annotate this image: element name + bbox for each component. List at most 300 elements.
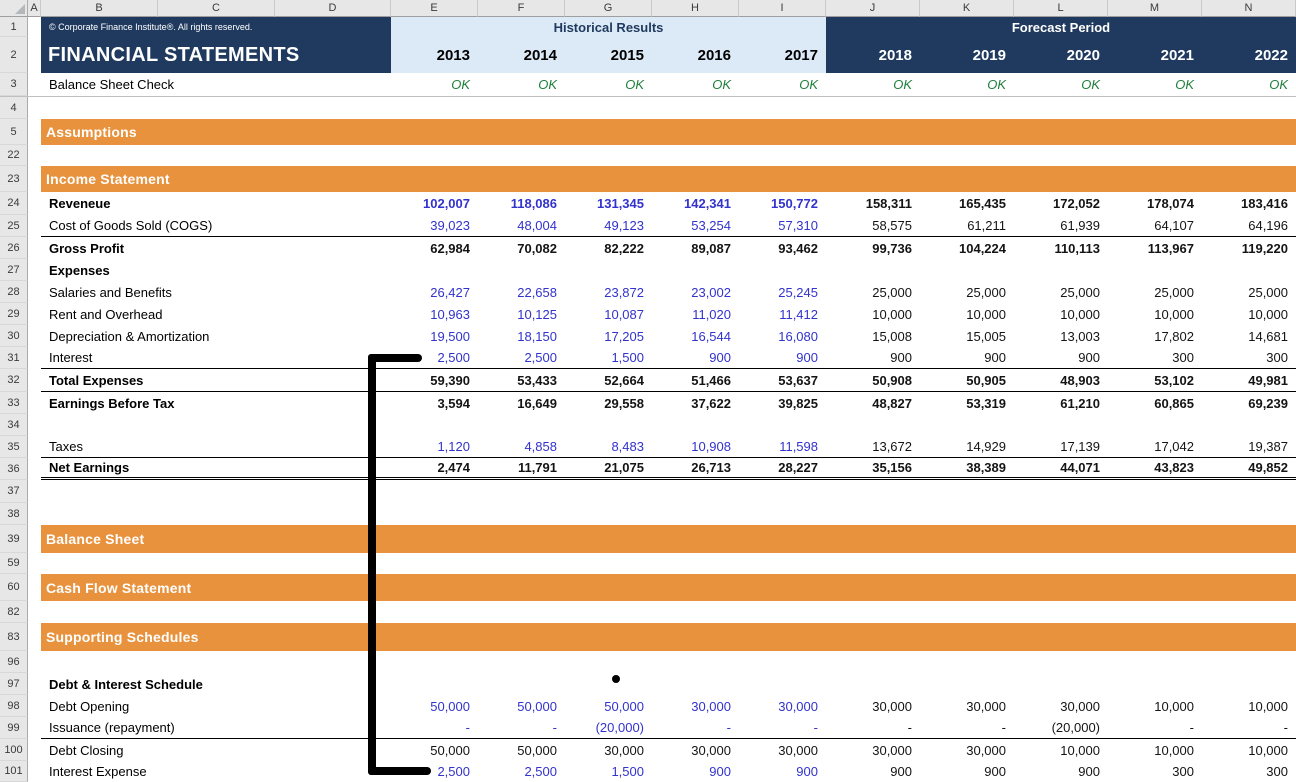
- cell-J3[interactable]: OK: [893, 77, 912, 92]
- row-header-28[interactable]: 28: [0, 281, 28, 303]
- cell-M2[interactable]: 2021: [1160, 46, 1194, 64]
- cell-A28[interactable]: [28, 281, 41, 303]
- cell-A38[interactable]: [28, 503, 41, 525]
- row-body: [41, 237, 1296, 259]
- sheet-row-83: [0, 623, 1296, 651]
- cell-F31[interactable]: 2,500: [524, 350, 557, 365]
- cell-F98[interactable]: 50,000: [517, 698, 557, 714]
- cell-F26[interactable]: 70,082: [517, 240, 557, 256]
- row-header-97[interactable]: 97: [0, 673, 28, 695]
- cell-N100[interactable]: 10,000: [1248, 742, 1288, 758]
- row-body: [41, 717, 1296, 739]
- cell-F30[interactable]: 18,150: [517, 328, 557, 344]
- cell-A59[interactable]: [28, 553, 41, 574]
- column-header-K[interactable]: K: [920, 0, 1014, 17]
- cell-A34[interactable]: [28, 414, 41, 436]
- cell-M32[interactable]: 53,102: [1154, 372, 1194, 388]
- row-header-29[interactable]: 29: [0, 303, 28, 325]
- row-header-35[interactable]: 35: [0, 436, 28, 458]
- cell-I99[interactable]: -: [813, 720, 818, 735]
- cell-N35[interactable]: 19,387: [1248, 439, 1288, 454]
- cell-K33[interactable]: 53,319: [966, 395, 1006, 411]
- cell-L36[interactable]: 44,071: [1060, 460, 1100, 475]
- cell-K25[interactable]: 61,211: [967, 218, 1006, 233]
- cell-A30[interactable]: [28, 325, 41, 347]
- sheet-row-32: [0, 369, 1296, 392]
- column-header-L[interactable]: L: [1014, 0, 1108, 17]
- row-header-3[interactable]: 3: [0, 73, 28, 96]
- cell-J28[interactable]: 25,000: [872, 284, 912, 300]
- cell-K29[interactable]: 10,000: [966, 306, 1006, 322]
- cell-A23[interactable]: [28, 166, 41, 192]
- cell-A33[interactable]: [28, 392, 41, 414]
- cell-M35[interactable]: 17,042: [1154, 439, 1194, 454]
- cell-I24[interactable]: 150,772: [771, 196, 818, 211]
- cell-K35[interactable]: 14,929: [966, 439, 1006, 454]
- section-band-assumptions[interactable]: Assumptions: [41, 119, 1296, 145]
- row-header-59[interactable]: 59: [0, 553, 28, 574]
- cell-G28[interactable]: 23,872: [604, 284, 644, 300]
- cell-E101[interactable]: 2,500: [437, 764, 470, 779]
- cell-E3[interactable]: OK: [451, 77, 470, 92]
- cell-E31[interactable]: 2,500: [437, 350, 470, 365]
- cell-M31[interactable]: 300: [1172, 350, 1194, 365]
- cell-E35[interactable]: 1,120: [437, 439, 470, 454]
- cell-L2[interactable]: 2020: [1066, 46, 1100, 64]
- cell-B30[interactable]: Depreciation & Amortization: [49, 328, 210, 344]
- row-header-25[interactable]: 25: [0, 215, 28, 237]
- cell-N28[interactable]: 25,000: [1248, 284, 1288, 300]
- cell-E33[interactable]: 3,594: [437, 395, 470, 411]
- cell-H30[interactable]: 16,544: [691, 328, 731, 344]
- cell-A82[interactable]: [28, 601, 41, 623]
- cell-H31[interactable]: 900: [709, 350, 731, 365]
- cell-B25[interactable]: Cost of Goods Sold (COGS): [49, 218, 213, 233]
- sheet-row-23: [0, 166, 1296, 192]
- cell-A97[interactable]: [28, 673, 41, 695]
- row-header-30[interactable]: 30: [0, 325, 28, 347]
- cell-A99[interactable]: [28, 717, 41, 739]
- cell-A25[interactable]: [28, 215, 41, 237]
- cell-J101[interactable]: 900: [890, 764, 912, 779]
- column-header-A[interactable]: A: [28, 0, 41, 17]
- cell-K36[interactable]: 38,389: [966, 460, 1006, 475]
- cell-A32[interactable]: [28, 369, 41, 392]
- cell-J30[interactable]: 15,008: [872, 328, 912, 344]
- row-header-22[interactable]: 22: [0, 145, 28, 166]
- cell-M24[interactable]: 178,074: [1147, 196, 1194, 211]
- cell-A35[interactable]: [28, 436, 41, 458]
- cell-A3[interactable]: [28, 73, 41, 96]
- cell-H33[interactable]: 37,622: [691, 395, 731, 411]
- cell-K28[interactable]: 25,000: [966, 284, 1006, 300]
- section-band-supporting-schedules[interactable]: Supporting Schedules: [41, 623, 1296, 651]
- cell-J33[interactable]: 48,827: [872, 395, 912, 411]
- cell-F33[interactable]: 16,649: [517, 395, 557, 411]
- cell-J31[interactable]: 900: [890, 350, 912, 365]
- column-header-M[interactable]: M: [1108, 0, 1202, 17]
- cell-E98[interactable]: 50,000: [430, 698, 470, 714]
- cell-F28[interactable]: 22,658: [517, 284, 557, 300]
- cell-I36[interactable]: 28,227: [778, 460, 818, 475]
- section-band-cash-flow-statement[interactable]: Cash Flow Statement: [41, 574, 1296, 601]
- row-header-23[interactable]: 23: [0, 166, 28, 192]
- cell-I98[interactable]: 30,000: [778, 698, 818, 714]
- cell-G36[interactable]: 21,075: [604, 460, 644, 475]
- cell-G32[interactable]: 52,664: [604, 372, 644, 388]
- cell-A29[interactable]: [28, 303, 41, 325]
- cell-A96[interactable]: [28, 651, 41, 673]
- cell-G26[interactable]: 82,222: [604, 240, 644, 256]
- cell-K98[interactable]: 30,000: [966, 698, 1006, 714]
- cell-N31[interactable]: 300: [1266, 350, 1288, 365]
- cell-L29[interactable]: 10,000: [1060, 306, 1100, 322]
- cell-L99[interactable]: (20,000): [1051, 720, 1100, 735]
- cell-A37[interactable]: [28, 480, 41, 503]
- cell-H3[interactable]: OK: [712, 77, 731, 92]
- row-body: [41, 739, 1296, 761]
- cell-B28[interactable]: Salaries and Benefits: [49, 284, 172, 300]
- cell-N30[interactable]: 14,681: [1248, 328, 1288, 344]
- cell-M98[interactable]: 10,000: [1154, 698, 1194, 714]
- column-header-J[interactable]: J: [826, 0, 920, 17]
- cell-I33[interactable]: 39,825: [778, 395, 818, 411]
- cell-E25[interactable]: 39,023: [430, 218, 470, 233]
- cell-H28[interactable]: 23,002: [691, 284, 731, 300]
- row-header-34[interactable]: 34: [0, 414, 28, 436]
- cell-B27[interactable]: Expenses: [49, 262, 110, 278]
- cell-F29[interactable]: 10,125: [517, 306, 557, 322]
- cell-J2[interactable]: 2018: [878, 46, 912, 64]
- forecast-years: [826, 37, 1296, 73]
- drawn-dot[interactable]: [612, 675, 620, 683]
- cell-M26[interactable]: 113,967: [1147, 240, 1194, 256]
- cell-A101[interactable]: [28, 761, 41, 782]
- interest-link-line-bottom-arm[interactable]: [368, 767, 431, 775]
- cell-M3[interactable]: OK: [1175, 77, 1194, 92]
- row-header-2[interactable]: 2: [0, 37, 28, 73]
- cell-B32[interactable]: Total Expenses: [49, 372, 144, 388]
- cell-B31[interactable]: Interest: [49, 350, 93, 365]
- cell-E32[interactable]: 59,390: [430, 372, 470, 388]
- sheet-row-98: [0, 695, 1296, 717]
- cell-F36[interactable]: 11,791: [517, 460, 557, 475]
- cell-J36[interactable]: 35,156: [872, 460, 912, 475]
- cell-A26[interactable]: [28, 237, 41, 259]
- cell-J26[interactable]: 99,736: [872, 240, 912, 256]
- interest-link-line-top-arm[interactable]: [368, 354, 422, 362]
- column-header-H[interactable]: H: [652, 0, 739, 17]
- cell-G31[interactable]: 1,500: [611, 350, 644, 365]
- cell-B24[interactable]: Reveneue: [49, 196, 111, 211]
- interest-link-line-vertical[interactable]: [368, 354, 376, 775]
- cell-L100[interactable]: 10,000: [1060, 742, 1100, 758]
- cell-J25[interactable]: 58,575: [872, 218, 912, 233]
- cell-I3[interactable]: OK: [799, 77, 818, 92]
- cell-K2[interactable]: 2019: [972, 46, 1006, 64]
- cell-A5[interactable]: [28, 119, 41, 145]
- cell-H32[interactable]: 51,466: [691, 372, 731, 388]
- row-header-96[interactable]: 96: [0, 651, 28, 673]
- cell-K30[interactable]: 15,005: [966, 328, 1006, 344]
- cell-B26[interactable]: Gross Profit: [49, 240, 125, 256]
- cell-E30[interactable]: 19,500: [430, 328, 470, 344]
- row-header-31[interactable]: 31: [0, 347, 28, 369]
- cell-H98[interactable]: 30,000: [691, 698, 731, 714]
- row-header-39[interactable]: 39: [0, 525, 28, 553]
- cell-E99[interactable]: -: [465, 720, 470, 735]
- row-body: [41, 347, 1296, 369]
- row-header-32[interactable]: 32: [0, 369, 28, 392]
- row-header-101[interactable]: 101: [0, 761, 28, 782]
- cell-N101[interactable]: 300: [1266, 764, 1288, 779]
- cell-M29[interactable]: 10,000: [1154, 306, 1194, 322]
- cell-B33[interactable]: Earnings Before Tax: [49, 395, 175, 411]
- cell-B1-copyright[interactable]: © Corporate Finance Institute®. All rights reserved.: [41, 17, 391, 37]
- row-header-100[interactable]: 100: [0, 739, 28, 761]
- cell-K101[interactable]: 900: [984, 764, 1006, 779]
- row-body: [41, 325, 1296, 347]
- cell-L28[interactable]: 25,000: [1060, 284, 1100, 300]
- cell-G24[interactable]: 131,345: [597, 196, 644, 211]
- row-body: [41, 574, 1296, 601]
- cell-L24[interactable]: 172,052: [1053, 196, 1100, 211]
- sheet-row-60: [0, 574, 1296, 601]
- column-header-F[interactable]: F: [478, 0, 565, 17]
- row-header-37[interactable]: 37: [0, 480, 28, 503]
- cell-J24[interactable]: 158,311: [865, 196, 912, 211]
- cell-I100[interactable]: 30,000: [778, 742, 818, 758]
- cell-A22[interactable]: [28, 145, 41, 166]
- column-header-E[interactable]: E: [391, 0, 478, 17]
- row-header-38[interactable]: 38: [0, 503, 28, 525]
- cell-L98[interactable]: 30,000: [1060, 698, 1100, 714]
- cell-I2[interactable]: 2017: [784, 46, 818, 64]
- cell-E2[interactable]: 2013: [436, 46, 470, 64]
- cell-K100[interactable]: 30,000: [966, 742, 1006, 758]
- row-header-98[interactable]: 98: [0, 695, 28, 717]
- section-band-income-statement[interactable]: Income Statement: [41, 166, 1296, 192]
- row-body: [41, 623, 1296, 651]
- cell-B3[interactable]: Balance Sheet Check: [49, 77, 175, 92]
- cell-G100[interactable]: 30,000: [604, 742, 644, 758]
- cell-I32[interactable]: 53,637: [778, 372, 818, 388]
- cell-G98[interactable]: 50,000: [604, 698, 644, 714]
- column-header-N[interactable]: N: [1202, 0, 1296, 17]
- cell-A1[interactable]: [28, 17, 41, 37]
- cell-F100[interactable]: 50,000: [517, 742, 557, 758]
- cell-A2[interactable]: [28, 37, 41, 73]
- cell-B100[interactable]: Debt Closing: [49, 742, 124, 758]
- sheet-row-36: [0, 458, 1296, 480]
- column-header-C[interactable]: C: [158, 0, 275, 17]
- cell-H26[interactable]: 89,087: [691, 240, 731, 256]
- cell-G30[interactable]: 17,205: [604, 328, 644, 344]
- row-header-5[interactable]: 5: [0, 119, 28, 145]
- select-all-corner[interactable]: [0, 0, 28, 17]
- cell-N26[interactable]: 119,220: [1241, 240, 1288, 256]
- cell-L3[interactable]: OK: [1081, 77, 1100, 92]
- row-header-99[interactable]: 99: [0, 717, 28, 739]
- cell-G3[interactable]: OK: [625, 77, 644, 92]
- row-header-4[interactable]: 4: [0, 97, 28, 119]
- cell-G2[interactable]: 2015: [610, 46, 644, 64]
- cell-J32[interactable]: 50,908: [872, 372, 912, 388]
- cell-A39[interactable]: [28, 525, 41, 553]
- cell-A31[interactable]: [28, 347, 41, 369]
- cell-H36[interactable]: 26,713: [691, 460, 731, 475]
- cell-I29[interactable]: 11,412: [779, 306, 818, 322]
- cell-B36[interactable]: Net Earnings: [49, 460, 130, 475]
- cell-K3[interactable]: OK: [987, 77, 1006, 92]
- cell-G29[interactable]: 10,087: [604, 306, 644, 322]
- cell-E36[interactable]: 2,474: [437, 460, 470, 475]
- cell-H99[interactable]: -: [726, 720, 731, 735]
- cell-A27[interactable]: [28, 259, 41, 281]
- row-header-82[interactable]: 82: [0, 601, 28, 623]
- cell-F99[interactable]: -: [552, 720, 557, 735]
- cell-M28[interactable]: 25,000: [1154, 284, 1194, 300]
- row-header-33[interactable]: 33: [0, 392, 28, 414]
- cell-B99[interactable]: Issuance (repayment): [49, 720, 175, 735]
- cell-K24[interactable]: 165,435: [959, 196, 1006, 211]
- cell-L31[interactable]: 900: [1078, 350, 1100, 365]
- column-header-D[interactable]: D: [275, 0, 391, 17]
- section-band-balance-sheet[interactable]: Balance Sheet: [41, 525, 1296, 553]
- cell-A83[interactable]: [28, 623, 41, 651]
- cell-K26[interactable]: 104,224: [959, 240, 1006, 256]
- workbook-title[interactable]: FINANCIAL STATEMENTS: [41, 37, 391, 73]
- row-header-26[interactable]: 26: [0, 237, 28, 259]
- cell-N29[interactable]: 10,000: [1248, 306, 1288, 322]
- cell-E29[interactable]: 10,963: [430, 306, 470, 322]
- cell-J35[interactable]: 13,672: [872, 439, 912, 454]
- cell-M33[interactable]: 60,865: [1154, 395, 1194, 411]
- cell-N33[interactable]: 69,239: [1248, 395, 1288, 411]
- cell-E100[interactable]: 50,000: [430, 742, 470, 758]
- cell-F24[interactable]: 118,086: [510, 196, 557, 211]
- cell-B101[interactable]: Interest Expense: [49, 764, 147, 779]
- cell-J99[interactable]: -: [907, 720, 912, 735]
- row-header-60[interactable]: 60: [0, 574, 28, 601]
- column-header-G[interactable]: G: [565, 0, 652, 17]
- cell-N99[interactable]: -: [1283, 720, 1288, 735]
- cell-A4[interactable]: [28, 97, 41, 119]
- cell-G33[interactable]: 29,558: [604, 395, 644, 411]
- cell-I101[interactable]: 900: [796, 764, 818, 779]
- cell-M101[interactable]: 300: [1172, 764, 1194, 779]
- cell-G101[interactable]: 1,500: [611, 764, 644, 779]
- cell-L32[interactable]: 48,903: [1060, 372, 1100, 388]
- cell-M36[interactable]: 43,823: [1154, 460, 1194, 475]
- cell-N24[interactable]: 183,416: [1241, 196, 1288, 211]
- cell-N3[interactable]: OK: [1269, 77, 1288, 92]
- cell-B35[interactable]: Taxes: [49, 439, 83, 454]
- cell-I28[interactable]: 25,245: [778, 284, 818, 300]
- cell-I25[interactable]: 57,310: [778, 218, 818, 233]
- cell-A36[interactable]: [28, 458, 41, 480]
- cell-A100[interactable]: [28, 739, 41, 761]
- cell-H25[interactable]: 53,254: [691, 218, 731, 233]
- sheet-row-35: [0, 436, 1296, 458]
- cell-M30[interactable]: 17,802: [1154, 328, 1194, 344]
- column-header-B[interactable]: B: [41, 0, 158, 17]
- row-header-36[interactable]: 36: [0, 458, 28, 480]
- cell-E26[interactable]: 62,984: [430, 240, 470, 256]
- cell-G99[interactable]: (20,000): [595, 720, 644, 735]
- cell-N98[interactable]: 10,000: [1248, 698, 1288, 714]
- cell-F101[interactable]: 2,500: [524, 764, 557, 779]
- cell-N2[interactable]: 2022: [1254, 46, 1288, 64]
- column-header-I[interactable]: I: [739, 0, 826, 17]
- cell-F2[interactable]: 2014: [523, 46, 557, 64]
- cell-N25[interactable]: 64,196: [1248, 218, 1288, 233]
- cell-L25[interactable]: 61,939: [1060, 218, 1100, 233]
- cell-I26[interactable]: 93,462: [778, 240, 818, 256]
- cell-L101[interactable]: 900: [1078, 764, 1100, 779]
- cell-K99[interactable]: -: [1001, 720, 1006, 735]
- cell-G25[interactable]: 49,123: [604, 218, 644, 233]
- cell-H2[interactable]: 2016: [697, 46, 731, 64]
- cell-H100[interactable]: 30,000: [691, 742, 731, 758]
- cell-B97[interactable]: Debt & Interest Schedule: [49, 676, 203, 692]
- cell-L33[interactable]: 61,210: [1060, 395, 1100, 411]
- cell-I35[interactable]: 11,598: [779, 439, 818, 454]
- cell-F3[interactable]: OK: [538, 77, 557, 92]
- cell-H29[interactable]: 11,020: [692, 306, 731, 322]
- cell-A24[interactable]: [28, 192, 41, 215]
- row-header-24[interactable]: 24: [0, 192, 28, 215]
- cell-L26[interactable]: 110,113: [1054, 240, 1100, 256]
- row-header-1[interactable]: 1: [0, 17, 28, 37]
- row-header-27[interactable]: 27: [0, 259, 28, 281]
- cell-F32[interactable]: 53,433: [517, 372, 557, 388]
- row-body: [41, 414, 1296, 436]
- cell-I31[interactable]: 900: [796, 350, 818, 365]
- cell-G35[interactable]: 8,483: [611, 439, 644, 454]
- cell-B29[interactable]: Rent and Overhead: [49, 306, 163, 322]
- cell-I30[interactable]: 16,080: [778, 328, 818, 344]
- historical-results-header[interactable]: Historical Results: [391, 17, 826, 37]
- row-header-83[interactable]: 83: [0, 623, 28, 651]
- cell-M99[interactable]: -: [1189, 720, 1194, 735]
- cell-A98[interactable]: [28, 695, 41, 717]
- cell-H24[interactable]: 142,341: [684, 196, 731, 211]
- cell-F25[interactable]: 48,004: [517, 218, 557, 233]
- cell-B98[interactable]: Debt Opening: [49, 698, 130, 714]
- row-body: [41, 215, 1296, 237]
- cell-A60[interactable]: [28, 574, 41, 601]
- cell-H35[interactable]: 10,908: [691, 439, 731, 454]
- cell-K31[interactable]: 900: [984, 350, 1006, 365]
- cell-H101[interactable]: 900: [709, 764, 731, 779]
- cell-M100[interactable]: 10,000: [1154, 742, 1194, 758]
- cell-E28[interactable]: 26,427: [430, 284, 470, 300]
- cell-N32[interactable]: 49,981: [1248, 372, 1288, 388]
- cell-L35[interactable]: 17,139: [1060, 439, 1100, 454]
- cell-J100[interactable]: 30,000: [872, 742, 912, 758]
- cell-K32[interactable]: 50,905: [966, 372, 1006, 388]
- cell-F35[interactable]: 4,858: [524, 439, 557, 454]
- row-body: [41, 369, 1296, 392]
- cell-M25[interactable]: 64,107: [1154, 218, 1194, 233]
- cell-N36[interactable]: 49,852: [1248, 460, 1288, 475]
- forecast-period-header[interactable]: Forecast Period: [826, 17, 1296, 37]
- cell-E24[interactable]: 102,007: [423, 196, 470, 211]
- cell-L30[interactable]: 13,003: [1060, 328, 1100, 344]
- cell-J29[interactable]: 10,000: [872, 306, 912, 322]
- cell-J98[interactable]: 30,000: [872, 698, 912, 714]
